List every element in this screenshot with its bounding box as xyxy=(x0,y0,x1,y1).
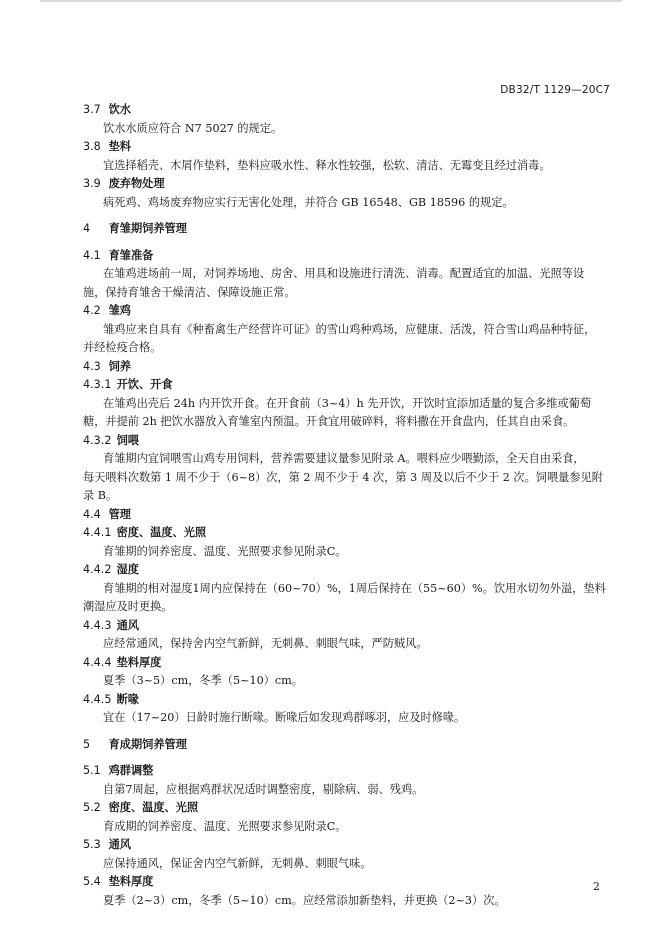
section-heading-4-3: 4.3 饲养 xyxy=(83,359,131,373)
paragraph-line: 育雏期内宜饲喂雪山鸡专用饲料，营养需要建议量参见附录 A。喂料应少喂勤添，全天自由采食， xyxy=(103,452,585,465)
section-heading-4-1: 4.1 育雏准备 xyxy=(83,248,154,262)
section-heading-4-4-4: 4.4.4 垫料厚度 xyxy=(83,655,162,669)
paragraph: 夏季（2~3）cm，冬季（5~10）cm。应经常添加新垫料，并更换（2~3）次。 xyxy=(103,893,506,907)
paragraph-line: 在雏鸡进场前一周，对饲养场地、房舍、用具和设施进行清洗、消毒。配置适宜的加温、光照等设 xyxy=(103,267,585,280)
section-heading-4-4-5: 4.4.5 断喙 xyxy=(83,692,139,706)
chapter-heading-5: 5 育成期饲养管理 xyxy=(83,737,187,751)
paragraph: 宜选择稻壳、木屑作垫料，垫料应吸水性、释水性较强，松软、清洁、无霉变且经过消毒。 xyxy=(103,158,551,172)
section-heading-4-2: 4.2 雏鸡 xyxy=(83,304,131,317)
section-heading-5-2: 5.2 密度、温度、光照 xyxy=(83,801,199,814)
paragraph: 应保持通风，保证舍内空气新鲜，无刺鼻、刺眼气味。 xyxy=(103,856,372,870)
paragraph: 病死鸡、鸡场废弃物应实行无害化处理，并符合 GB 16548、GB 18596 的规定。 xyxy=(103,195,514,209)
page-number: 2 xyxy=(593,880,600,893)
paragraph-line: 录 B。 xyxy=(83,489,118,502)
paragraph: 宜在（17~20）日龄时施行断喙。断喙后如发现鸡群啄羽，应及时修喙。 xyxy=(103,711,466,724)
section-heading-3-7: 3.7 饮水 xyxy=(83,103,131,116)
document-body xyxy=(83,101,613,910)
paragraph-line: 在雏鸡出壳后 24h 内开饮开食。在开食前（3~4）h 先开饮，开饮时宜添加适量的复合多维或葡萄 xyxy=(103,396,592,410)
section-heading-5-3: 5.3 通风 xyxy=(83,838,131,851)
section-heading-5-1: 5.1 鸡群调整 xyxy=(83,764,154,777)
section-heading-4-4-1: 4.4.1 密度、温度、光照 xyxy=(83,526,207,539)
paragraph: 自第7周起，应根据鸡群状况适时调整密度，剔除病、弱、残鸡。 xyxy=(103,782,424,796)
paragraph-line: 雏鸡应来自具有《种畜禽生产经营许可证》的雪山鸡种鸡场，应健康、活泼，符合雪山鸡品种特征， xyxy=(103,322,596,336)
standard-code: DB32/T 1129—20C7 xyxy=(500,84,610,96)
paragraph: 育成期的饲养密度、温度、光照要求参见附录C。 xyxy=(103,819,347,833)
section-heading-4-4-3: 4.4.3 通风 xyxy=(83,618,139,632)
section-heading-4-4-2: 4.4.2 湿度 xyxy=(83,563,139,576)
paragraph: 饮水水质应符合 N7 5027 的规定。 xyxy=(103,121,283,135)
section-heading-4-4: 4.4 管理 xyxy=(83,507,131,521)
paragraph-line: 并经检疫合格。 xyxy=(83,341,162,354)
section-heading-4-3-1: 4.3.1 开饮、开食 xyxy=(83,378,173,391)
section-heading-3-9: 3.9 废弃物处理 xyxy=(83,177,165,190)
paragraph-line: 施，保持育雏舍干燥清洁、保障设施正常。 xyxy=(83,285,296,299)
section-heading-3-8: 3.8 垫料 xyxy=(83,140,131,153)
paragraph: 应经常通风，保持舍内空气新鲜，无刺鼻、刺眼气味，严防贼风。 xyxy=(103,637,428,650)
paragraph-line: 每天喂料次数第 1 周不少于（6~8）次，第 2 周不少于 4 次，第 3 周及以后不少于 2 次。饲喂量参见附 xyxy=(83,470,603,484)
top-rule xyxy=(40,0,622,2)
paragraph-line: 育雏期的相对湿度1周内应保持在（60~70）%，1周后保持在（55~60）%。饮用水切勿外溢，垫料 xyxy=(103,581,606,595)
section-heading-4-3-2: 4.3.2 饲喂 xyxy=(83,433,139,447)
paragraph: 夏季（3~5）cm，冬季（5~10）cm。 xyxy=(103,674,303,687)
section-heading-5-4: 5.4 垫料厚度 xyxy=(83,875,154,888)
paragraph-line: 糖，并提前 2h 把饮水器放入育雏室内预温。开食宜用破碎料，将料撒在开食盘内，任其自由采食。 xyxy=(83,415,575,428)
paragraph-line: 潮湿应及时更换。 xyxy=(83,600,173,613)
chapter-heading-4: 4 育雏期饲养管理 xyxy=(83,222,187,235)
paragraph: 育雏期的饲养密度、温度、光照要求参见附录C。 xyxy=(103,544,347,558)
